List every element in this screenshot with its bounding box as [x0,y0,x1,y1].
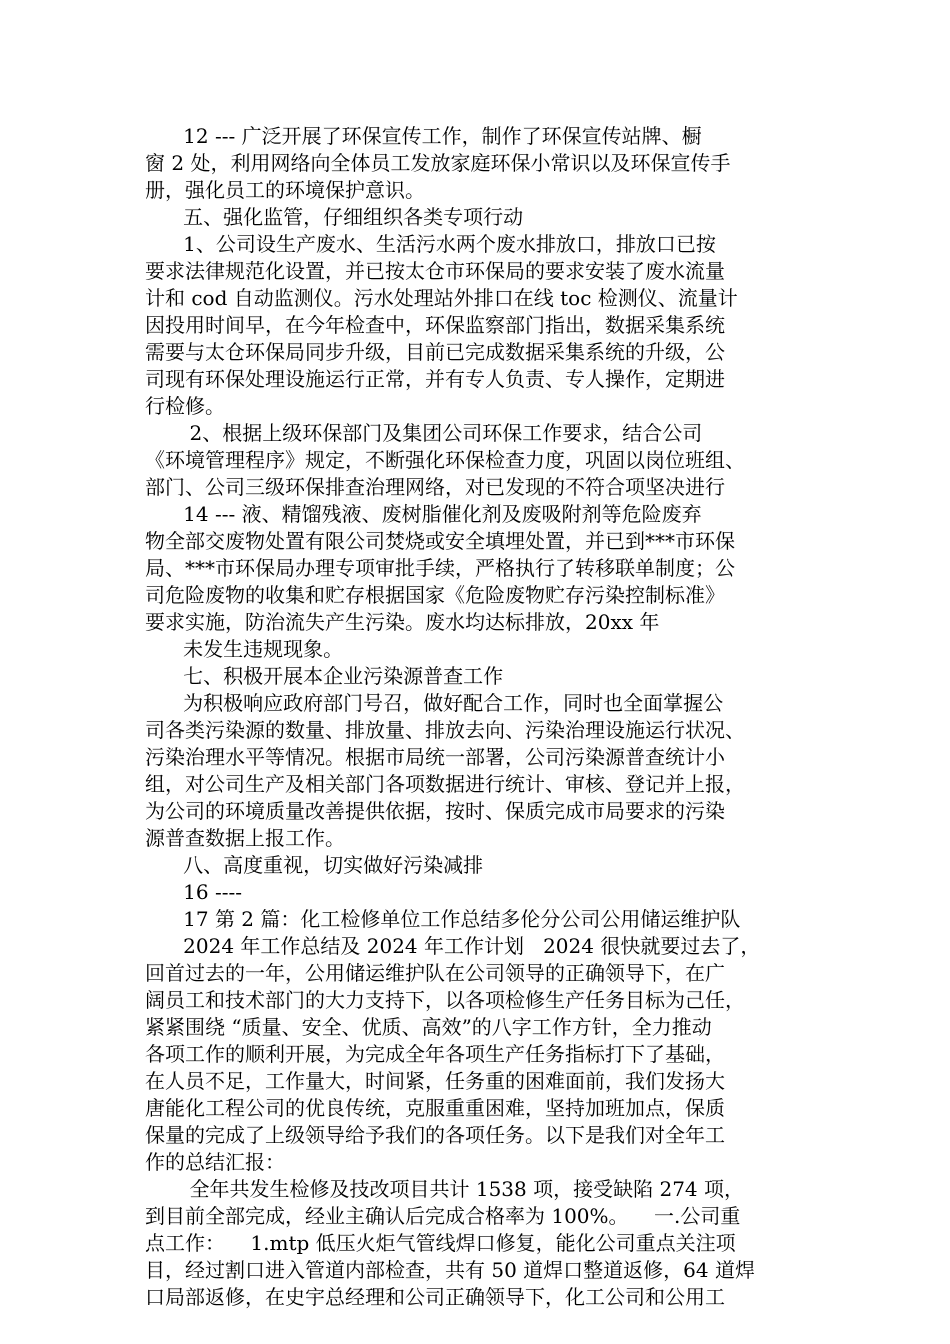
text-line: 12 --- 广泛开展了环保宣传工作，制作了环保宣传站牌、橱 [145,124,702,148]
text-line: 作的总结汇报： [145,1150,285,1174]
text-line: 污染治理水平等情况。根据市局统一部署，公司污染源普查统计小 [145,745,725,769]
text-line: 为积极响应政府部门号召，做好配合工作，同时也全面掌握公 [145,691,724,715]
text-line: 16 ---- [145,880,242,904]
text-line: 点工作： 1.mtp 低压火炬气管线焊口修复，能化公司重点关注项 [145,1231,736,1255]
text-line: 阔员工和技术部门的大力支持下，以各项检修生产任务目标为己任， [145,988,745,1012]
text-line: 保量的完成了上级领导给予我们的各项任务。以下是我们对全年工 [145,1123,725,1147]
text-line: 紧紧围绕 “质量、安全、优质、高效”的八字工作方针，全力推动 [145,1015,712,1039]
text-line: 司各类污染源的数量、排放量、排放去向、污染治理设施运行状况、 [145,718,745,742]
text-line: 源普查数据上报工作。 [145,826,345,850]
section-heading: 七、积极开展本企业污染源普查工作 [145,664,504,688]
text-line: 全年共发生检修及技改项目共计 1538 项，接受缺陷 274 项， [145,1177,745,1201]
text-line: 14 --- 液、精馏残液、废树脂催化剂及废吸附剂等危险废弃 [145,502,702,526]
text-line: 因投用时间早，在今年检查中，环保监察部门指出，数据采集系统 [145,313,725,337]
text-line: 物全部交废物处置有限公司焚烧或安全填埋处置，并已到***市环保 [145,529,735,553]
text-line: 《环境管理程序》规定，不断强化环保检查力度，巩固以岗位班组、 [145,448,745,472]
text-line: 要求实施，防治流失产生污染。废水均达标排放，20xx 年 [145,610,660,634]
text-line: 司现有环保处理设施运行正常，并有专人负责、专人操作，定期进 [145,367,725,391]
text-line: 局、***市环保局办理专项审批手续，严格执行了转移联单制度；公 [145,556,735,580]
text-line: 17 第 2 篇：化工检修单位工作总结多伦分公司公用储运维护队 [145,907,741,931]
section-heading: 八、高度重视，切实做好污染减排 [145,853,484,877]
text-line: 窗 2 处，利用网络向全体员工发放家庭环保小常识以及环保宣传手 [145,151,731,175]
text-line: 2024 年工作总结及 2024 年工作计划 2024 很快就要过去了， [145,934,761,958]
text-line: 计和 cod 自动监测仪。污水处理站外排口在线 toc 检测仪、流量计 [145,286,738,310]
text-line: 2、根据上级环保部门及集团公司环保工作要求，结合公司 [145,421,703,445]
text-line: 要求法律规范化设置，并已按太仓市环保局的要求安装了废水流量 [145,259,725,283]
text-line: 口局部返修，在史宇总经理和公司正确领导下，化工公司和公用工 [145,1285,725,1309]
text-line: 册，强化员工的环境保护意识。 [145,178,425,202]
text-line: 唐能化工程公司的优良传统，克服重重困难，坚持加班加点，保质 [145,1096,725,1120]
text-line: 未发生违规现象。 [145,637,344,661]
text-line: 为公司的环境质量改善提供依据，按时、保质完成市局要求的污染 [145,799,725,823]
text-line: 司危险废物的收集和贮存根据国家《危险废物贮存污染控制标准》 [145,583,725,607]
text-line: 各项工作的顺利开展，为完成全年各项生产任务指标打下了基础， [145,1042,725,1066]
text-line: 到目前全部完成，经业主确认后完成合格率为 100%。 一.公司重 [145,1204,741,1228]
text-line: 回首过去的一年，公用储运维护队在公司领导的正确领导下，在广 [145,961,725,985]
text-line: 在人员不足，工作量大，时间紧，任务重的困难面前，我们发扬大 [145,1069,725,1093]
text-line: 目，经过割口进入管道内部检查，共有 50 道焊口整道返修，64 道焊 [145,1258,755,1282]
text-line: 需要与太仓环保局同步升级，目前已完成数据采集系统的升级，公 [145,340,725,364]
section-heading: 五、强化监管，仔细组织各类专项行动 [145,205,524,229]
text-line: 组，对公司生产及相关部门各项数据进行统计、审核、登记并上报， [145,772,745,796]
text-line: 行检修。 [145,394,225,418]
text-line: 1、公司设生产废水、生活污水两个废水排放口，排放口已按 [145,232,716,256]
document-page [145,123,813,1311]
text-line: 部门、公司三级环保排查治理网络，对已发现的不符合项坚决进行 [145,475,725,499]
